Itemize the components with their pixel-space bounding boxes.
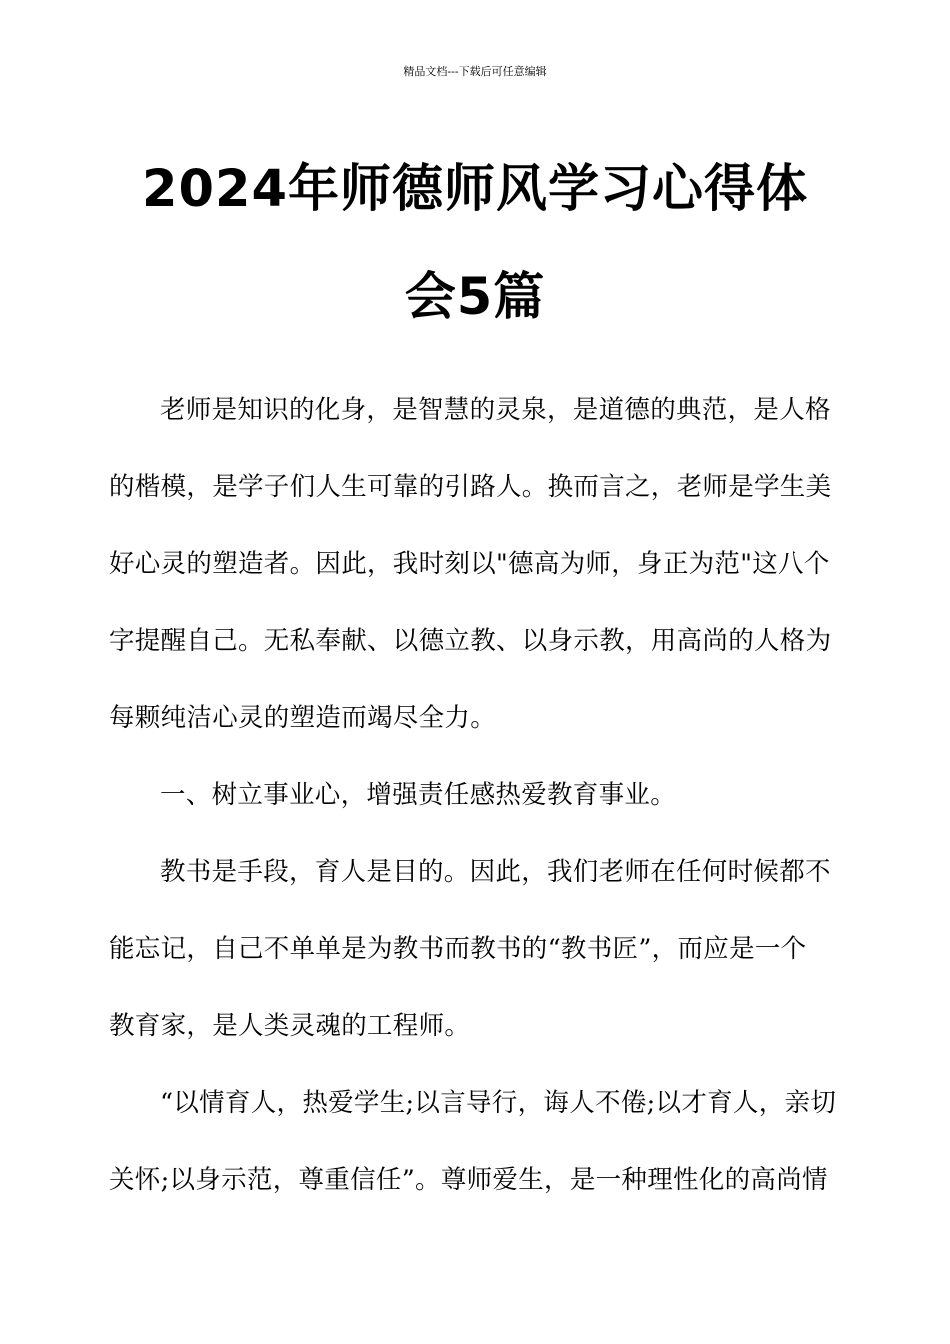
paragraph-3 bbox=[109, 834, 844, 1065]
paragraph-line: 字提醒自己。无私奉献、以德立教、以身示教，用高尚的人格为 bbox=[109, 626, 832, 656]
paragraph-line: 教书是手段，育人是目的。因此，我们老师在任何时候都不 bbox=[160, 857, 831, 887]
paragraph-line: “以情育人，热爱学生;以言导行，诲人不倦;以才育人，亲切 bbox=[160, 1088, 837, 1118]
title-line-2: 会5篇 bbox=[404, 268, 546, 327]
paragraph-line: 能忘记，自己不单单是为教书而教书的“教书匠”，而应是一个 bbox=[109, 934, 807, 964]
paragraph-line: 每颗纯洁心灵的塑造而竭尽全力。 bbox=[109, 703, 497, 733]
paragraph-line: 关怀;以身示范，尊重信任”。尊师爱生，是一种理性化的高尚情 bbox=[109, 1165, 828, 1195]
title-line-1: 2024年师德师风学习心得体 bbox=[142, 160, 808, 219]
paragraph-line: 的楷模，是学子们人生可靠的引路人。换而言之，老师是学生美 bbox=[109, 472, 832, 502]
paragraph-1 bbox=[109, 372, 844, 757]
paragraph-line: 好心灵的塑造者。因此，我时刻以"德高为师，身正为范"这八个 bbox=[109, 549, 830, 579]
document-title bbox=[110, 136, 840, 352]
document-body bbox=[109, 372, 844, 1219]
header-note: 精品文档---下载后可任意编辑 bbox=[403, 65, 547, 78]
section-heading bbox=[109, 757, 844, 834]
paragraph-line: 一、树立事业心，增强责任感热爱教育事业。 bbox=[160, 780, 677, 810]
paragraph-line: 教育家，是人类灵魂的工程师。 bbox=[109, 1011, 471, 1041]
paragraph-line: 老师是知识的化身，是智慧的灵泉，是道德的典范，是人格 bbox=[160, 395, 831, 425]
paragraph-4 bbox=[109, 1065, 844, 1219]
